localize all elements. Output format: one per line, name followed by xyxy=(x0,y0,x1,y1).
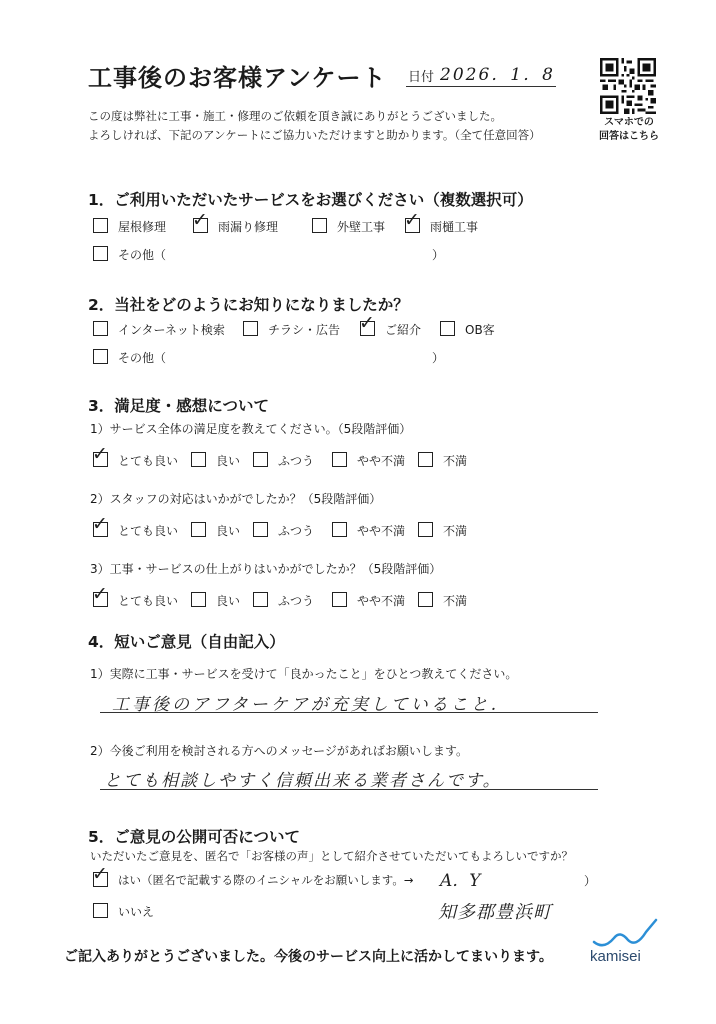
q2-option-label: チラシ・広告 xyxy=(268,323,341,337)
q3-rating-checkbox[interactable] xyxy=(332,452,347,467)
q3-rating-checkbox[interactable] xyxy=(418,452,433,467)
q3-rating-checkbox[interactable] xyxy=(191,592,206,607)
q5-yes-label: はい（匿名で記載する際のイニシャルをお願いします。→ xyxy=(118,873,414,887)
qr-caption-line1: スマホでの xyxy=(604,117,654,128)
q1-option-checkbox-check-icon: ✓ xyxy=(192,209,208,231)
q5-initials[interactable]: A．Y xyxy=(440,871,481,891)
q3-rating-label: やや不満 xyxy=(357,454,406,468)
q3-rating-checkbox[interactable] xyxy=(253,522,268,537)
q2-other-label: その他（ xyxy=(118,351,167,365)
q3-rating-label: ふつう xyxy=(278,454,315,468)
q3-rating-label: ふつう xyxy=(278,524,315,538)
q3-rating-checkbox-check-icon: ✓ xyxy=(92,513,108,535)
q2-heading: 2．当社をどのようにお知りになりましたか？ xyxy=(88,296,409,314)
q3-rating-label: ふつう xyxy=(278,594,315,608)
q1-option-label: 外壁工事 xyxy=(337,220,386,234)
q4-heading: 4．短いご意見（自由記入） xyxy=(88,633,285,651)
qr-caption-line2: 回答はこちら xyxy=(599,131,659,142)
qr-code[interactable] xyxy=(600,58,656,114)
q3-rating-label: とても良い xyxy=(118,454,179,468)
q4-answer2-line xyxy=(100,789,598,790)
intro-line1: この度は弊社に工事・施工・修理のご依頼を頂き誠にありがとうございました。 xyxy=(88,109,502,123)
q5-no-checkbox[interactable] xyxy=(93,903,108,918)
q3-rating-label: 良い xyxy=(216,454,241,468)
q1-option-checkbox-check-icon: ✓ xyxy=(404,209,420,231)
q3-rating-checkbox[interactable] xyxy=(418,522,433,537)
q1-option-label: 雨樋工事 xyxy=(430,220,479,234)
qr-caption xyxy=(586,116,672,144)
q2-option-checkbox[interactable] xyxy=(243,321,258,336)
q1-other-close: ） xyxy=(432,248,445,262)
q3-rating-checkbox[interactable] xyxy=(332,592,347,607)
q1-other-checkbox[interactable] xyxy=(93,246,108,261)
q3-rating-checkbox[interactable] xyxy=(418,592,433,607)
date-underline xyxy=(406,86,556,87)
q2-option-label: ご紹介 xyxy=(385,323,422,337)
q1-heading: 1．ご利用いただいたサービスをお選びください（複数選択可） xyxy=(88,191,533,209)
q5-prompt: いただいたご意見を、匿名で「お客様の声」として紹介させていただいてもよろしいですか？ xyxy=(90,849,573,863)
q3-rating-label: とても良い xyxy=(118,594,179,608)
q3-rating-label: やや不満 xyxy=(357,524,406,538)
intro-line2: よろしければ、下記のアンケートにご協力いただけますと助かります。（全て任意回答） xyxy=(88,128,541,142)
q3-rating-label: 不満 xyxy=(443,524,468,538)
q4-answer1[interactable]: 工事後のアフターケアが充実していること. xyxy=(112,695,500,715)
q3-question: 1）サービス全体の満足度を教えてください。（5段階評価） xyxy=(90,422,412,436)
q4-answer2[interactable]: とても相談しやすく信頼出来る業者さんです。 xyxy=(104,771,502,791)
q3-question: 2）スタッフの対応はいかがでしたか？（5段階評価） xyxy=(90,492,382,506)
q1-option-checkbox[interactable] xyxy=(93,218,108,233)
q3-rating-checkbox-check-icon: ✓ xyxy=(92,583,108,605)
page-title: 工事後のお客様アンケート xyxy=(88,64,387,92)
q3-rating-label: 不満 xyxy=(443,454,468,468)
q2-option-checkbox-check-icon: ✓ xyxy=(359,312,375,334)
logo-text: kamisei xyxy=(590,948,641,965)
q5-yes-check-icon: ✓ xyxy=(92,863,108,885)
q5-heading: 5．ご意見の公開可否について xyxy=(88,828,300,846)
q2-option-checkbox[interactable] xyxy=(440,321,455,336)
q3-rating-checkbox[interactable] xyxy=(332,522,347,537)
q1-other-label: その他（ xyxy=(118,248,167,262)
q3-rating-checkbox[interactable] xyxy=(253,452,268,467)
q3-rating-label: 不満 xyxy=(443,594,468,608)
date-value[interactable]: 2026．1．8 xyxy=(440,65,555,85)
q3-rating-checkbox[interactable] xyxy=(253,592,268,607)
q3-rating-checkbox[interactable] xyxy=(191,452,206,467)
logo-wave-icon xyxy=(590,912,662,952)
q5-no-label: いいえ xyxy=(118,905,155,919)
date-label: 日付 xyxy=(408,70,435,85)
q3-question: 3）工事・サービスの仕上がりはいかがでしたか？（5段階評価） xyxy=(90,562,442,576)
footer-thanks: ご記入ありがとうございました。今後のサービス向上に活かしてまいります。 xyxy=(64,949,553,965)
q4-prompt1: 1）実際に工事・サービスを受けて「良かったこと」をひとつ教えてください。 xyxy=(90,667,518,681)
q2-other-close: ） xyxy=(432,351,445,365)
q5-location[interactable]: 知多郡豊浜町 xyxy=(438,902,552,923)
q2-option-label: OB客 xyxy=(465,323,495,337)
q3-heading: 3．満足度・感想について xyxy=(88,397,269,415)
q2-option-label: インターネット検索 xyxy=(118,323,225,337)
q3-rating-checkbox-check-icon: ✓ xyxy=(92,443,108,465)
q1-option-label: 雨漏り修理 xyxy=(218,220,279,234)
q1-option-label: 屋根修理 xyxy=(118,220,167,234)
q4-prompt2: 2）今後ご利用を検討される方へのメッセージがあればお願いします。 xyxy=(90,744,468,758)
q2-option-checkbox[interactable] xyxy=(93,321,108,336)
q3-rating-label: 良い xyxy=(216,524,241,538)
q3-rating-checkbox[interactable] xyxy=(191,522,206,537)
q3-rating-label: やや不満 xyxy=(357,594,406,608)
q2-other-checkbox[interactable] xyxy=(93,349,108,364)
q3-rating-label: 良い xyxy=(216,594,241,608)
q4-answer1-line xyxy=(100,712,598,713)
q1-option-checkbox[interactable] xyxy=(312,218,327,233)
q5-close-paren: ） xyxy=(584,874,597,888)
q3-rating-label: とても良い xyxy=(118,524,179,538)
